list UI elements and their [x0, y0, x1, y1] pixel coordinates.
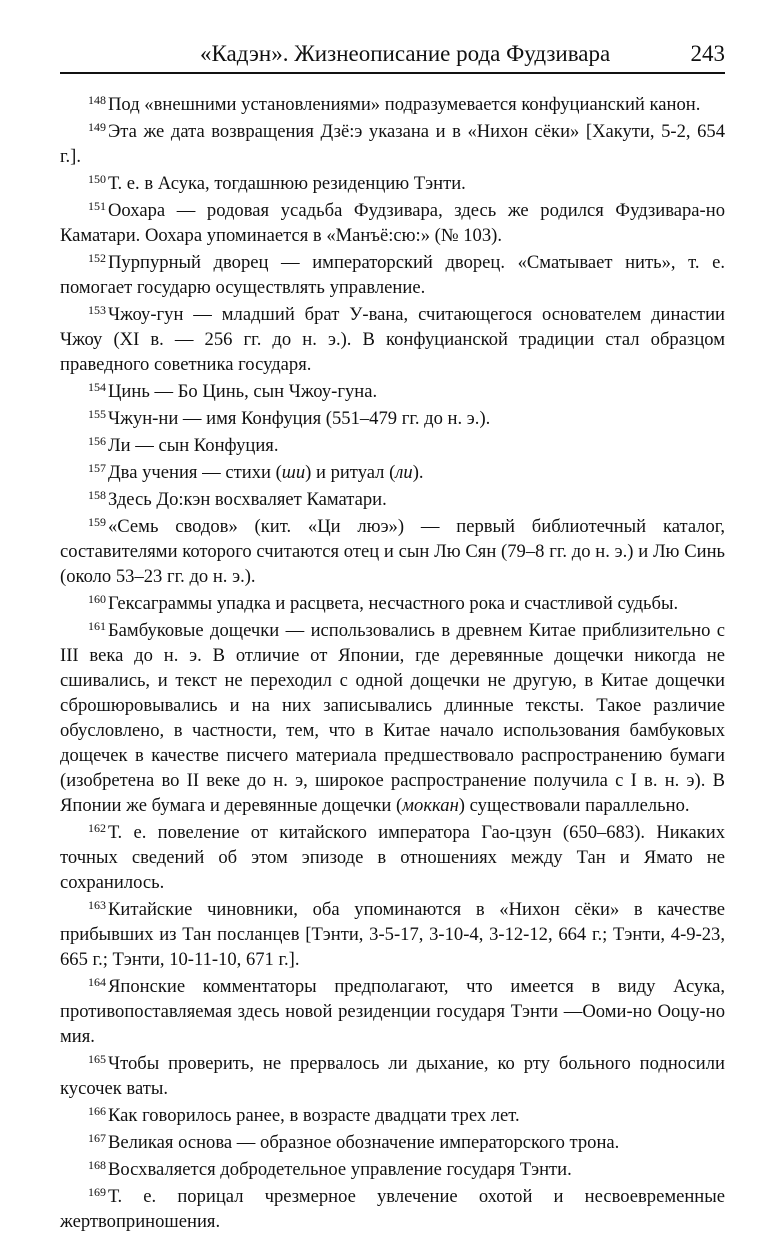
- note-163: [60, 897, 725, 972]
- note-number: 168: [88, 1158, 106, 1172]
- note-number: 155: [88, 407, 106, 421]
- note-169: [60, 1184, 725, 1234]
- note-text: Чжун-ни — имя Конфуция (551–479 гг. до н. э.).: [108, 408, 491, 429]
- note-text: Т. е. повеление от китайского императора Гао-цзун (650–683). Никаких точных сведений об этом эпизоде в отношениях между Тан и Ямато не сохранилось.: [60, 822, 725, 893]
- note-number: 169: [88, 1185, 106, 1199]
- note-text: Эта же дата возвращения Дзё:э указана и в «Нихон сёки» [Хакути, 5-2, 654 г.].: [60, 121, 725, 167]
- note-165: [60, 1051, 725, 1101]
- note-number: 166: [88, 1104, 106, 1118]
- note-text: ).: [412, 462, 424, 483]
- note-153: [60, 302, 725, 377]
- note-text: Японские комментаторы предполагают, что имеется в виду Асука, противопоставляемая здесь новой резиденции государя Тэнти —Ооми-но Ооцу-но мия.: [60, 976, 725, 1047]
- note-italic-term: моккан: [402, 795, 459, 816]
- note-text: Бамбуковые дощечки — использовались в древнем Китае приблизительно с III века до н. э. В отличие от Японии, где деревянные дощечки никогда не сшивались, и текст не переходил с одной дощечки не другую, в Китае дощечки сброшюровывались и на них записывались длинные тексты. Такое различие обусловлено, в частности, тем, что в Китае начало использования бамбуковых дощечек в качестве писчего материала предшествовало распространению бумаги (изобретена во II веке до н. э, широкое распространение получила с I в. н. э). В Японии же бумага и деревянные дощечки (: [60, 620, 725, 816]
- note-number: 163: [88, 898, 106, 912]
- note-text: Т. е. в Асука, тогдашнюю резиденцию Тэнти.: [108, 173, 466, 194]
- note-italic-term: ли: [395, 462, 413, 483]
- page: [60, 40, 725, 1236]
- note-161: [60, 618, 725, 818]
- note-number: 153: [88, 303, 106, 317]
- page-number: 243: [690, 41, 725, 66]
- note-number: 159: [88, 515, 106, 529]
- note-151: [60, 198, 725, 248]
- note-text: Чтобы проверить, не прервалось ли дыхание, ко рту больного подносили кусочек ваты.: [60, 1053, 725, 1099]
- note-159: [60, 514, 725, 589]
- note-text: ) и ритуал (: [305, 462, 396, 483]
- note-number: 154: [88, 380, 106, 394]
- header-rule: [60, 72, 725, 74]
- note-number: 158: [88, 488, 106, 502]
- note-number: 152: [88, 251, 106, 265]
- note-150: [60, 171, 725, 196]
- note-text: ) существовали параллельно.: [458, 795, 690, 816]
- note-text: Пурпурный дворец — императорский дворец. «Сматывает нить», т. е. помогает государю осуществлять управление.: [60, 252, 725, 298]
- note-160: [60, 591, 725, 616]
- note-text: Китайские чиновники, оба упоминаются в «Нихон сёки» в качестве прибывших из Тан посланцев [Тэнти, 3-5-17, 3-10-4, 3-12-12, 664 г.; Тэнти, 4-9-23, 665 г.; Тэнти, 10-11-10, 671 г.].: [60, 899, 725, 970]
- note-166: [60, 1103, 725, 1128]
- note-italic-term: ши: [281, 462, 306, 483]
- running-title: «Кадэн». Жизнеописание рода Фудзивара: [200, 41, 611, 66]
- note-155: [60, 406, 725, 431]
- note-number: 151: [88, 199, 106, 213]
- note-number: 162: [88, 821, 106, 835]
- note-text: Восхваляется добродетельное управление государя Тэнти.: [108, 1159, 572, 1180]
- note-text: Два учения — стихи (: [108, 462, 282, 483]
- note-text: Как говорилось ранее, в возрасте двадцати трех лет.: [108, 1105, 520, 1126]
- note-167: [60, 1130, 725, 1155]
- note-number: 167: [88, 1131, 106, 1145]
- note-number: 148: [88, 93, 106, 107]
- note-168: [60, 1157, 725, 1182]
- note-154: [60, 379, 725, 404]
- note-text: Ли — сын Конфуция.: [108, 435, 279, 456]
- note-number: 150: [88, 172, 106, 186]
- note-number: 156: [88, 434, 106, 448]
- note-148: [60, 92, 725, 117]
- note-number: 165: [88, 1052, 106, 1066]
- note-157: [60, 460, 725, 485]
- note-text: «Семь сводов» (кит. «Ци люэ») — первый библиотечный каталог, составителями которого считаются отец и сын Лю Сян (79–8 гг. до н. э.) и Лю Синь (около 53–23 гг. до н. э.).: [60, 516, 725, 587]
- note-number: 160: [88, 592, 106, 606]
- note-number: 164: [88, 975, 106, 989]
- note-158: [60, 487, 725, 512]
- note-text: Чжоу-гун — младший брат У-вана, считающегося основателем династии Чжоу (XI в. — 256 гг. до н. э.). В конфуцианской традиции стал образцом праведного советника государя.: [60, 304, 725, 375]
- note-156: [60, 433, 725, 458]
- note-text: Оохара — родовая усадьба Фудзивара, здесь же родился Фудзивара-но Каматари. Оохара упоминается в «Манъё:сю:» (№ 103).: [60, 200, 725, 246]
- note-text: Т. е. порицал чрезмерное увлечение охотой и несвоевременные жертвоприношения.: [60, 1186, 725, 1232]
- note-number: 157: [88, 461, 106, 475]
- note-text: Гексаграммы упадка и расцвета, несчастного рока и счастливой судьбы.: [108, 593, 679, 614]
- running-head: [60, 40, 725, 72]
- note-text: Здесь До:кэн восхваляет Каматари.: [108, 489, 387, 510]
- footnotes: [60, 92, 725, 1234]
- note-164: [60, 974, 725, 1049]
- note-text: Великая основа — образное обозначение императорского трона.: [108, 1132, 620, 1153]
- note-text: Под «внешними установлениями» подразумевается конфуцианский канон.: [108, 94, 701, 115]
- note-149: [60, 119, 725, 169]
- note-number: 161: [88, 619, 106, 633]
- note-152: [60, 250, 725, 300]
- note-162: [60, 820, 725, 895]
- note-number: 149: [88, 120, 106, 134]
- note-text: Цинь — Бо Цинь, сын Чжоу-гуна.: [108, 381, 378, 402]
